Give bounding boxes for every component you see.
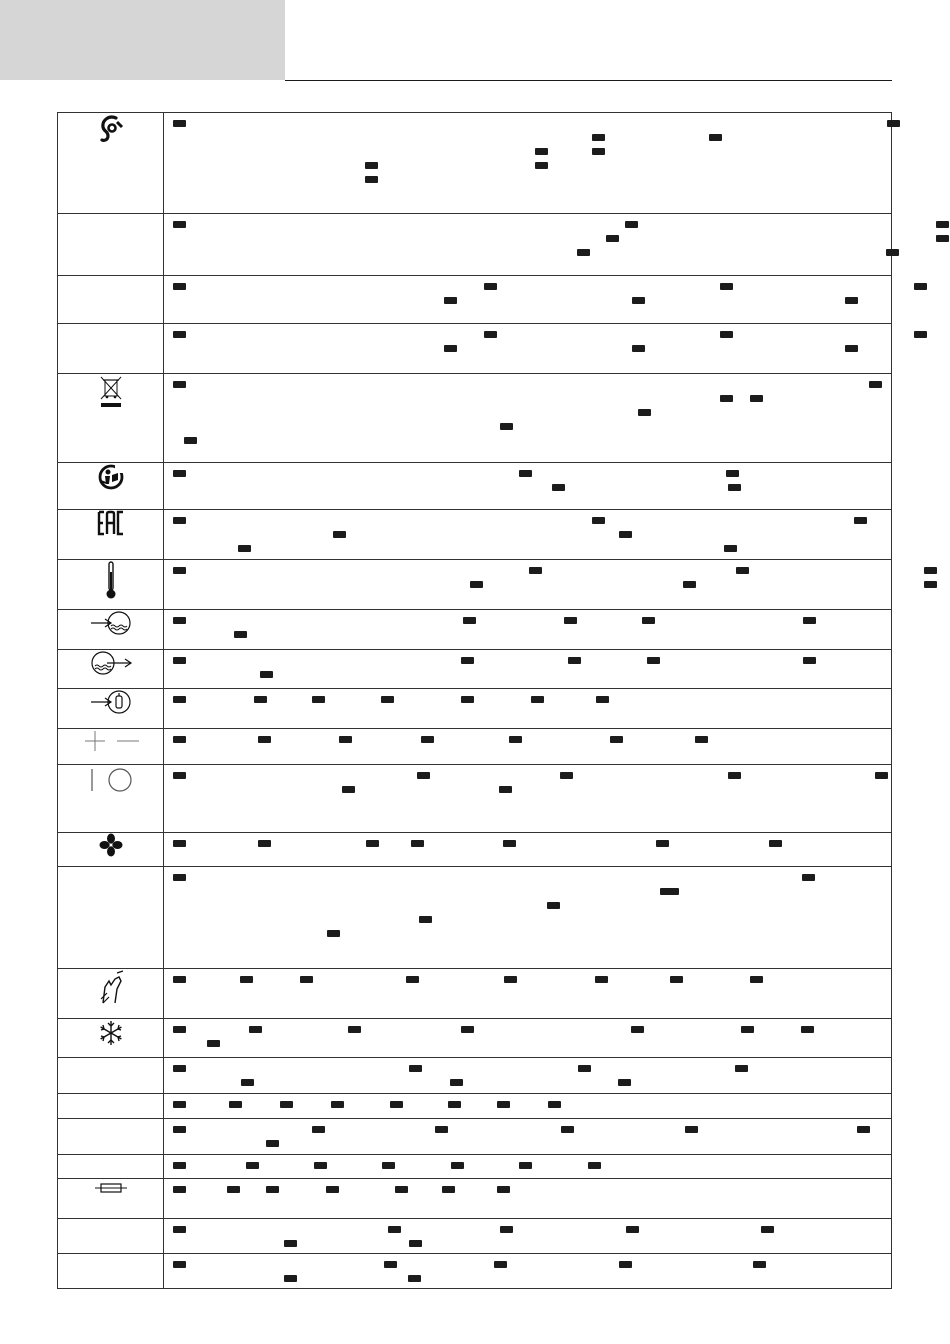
thermometer-icon [104, 560, 118, 600]
symbol-cell [58, 113, 164, 214]
redacted-text-marker [450, 1079, 463, 1086]
redacted-text-marker [173, 874, 186, 881]
redacted-text-marker [497, 1186, 510, 1193]
description-cell [164, 729, 892, 765]
redacted-text-marker [444, 345, 457, 352]
redacted-text-marker [561, 1126, 574, 1133]
redacted-text-marker [451, 1162, 464, 1169]
gas-inlet-icon [89, 689, 133, 715]
redacted-text-marker [803, 657, 816, 664]
redacted-text-marker [333, 531, 346, 538]
redacted-text-marker [695, 736, 708, 743]
redacted-text-marker [173, 1162, 186, 1169]
redacted-text-marker [560, 772, 573, 779]
symbol-cell [58, 729, 164, 765]
redacted-text-marker [592, 134, 605, 141]
redacted-text-marker [284, 1240, 297, 1247]
redacted-text-marker [312, 1126, 325, 1133]
redacted-text-marker [238, 545, 251, 552]
redacted-text-marker [632, 297, 645, 304]
legend-row [58, 833, 892, 867]
redacted-text-marker [173, 696, 186, 703]
redacted-text-marker [339, 736, 352, 743]
symbol-legend-table [57, 112, 892, 1289]
description-cell [164, 1058, 892, 1094]
redacted-text-marker [494, 1261, 507, 1268]
legend-row [58, 463, 892, 510]
power-on-off-icon [86, 765, 136, 795]
redacted-text-marker [626, 1226, 639, 1233]
legend-row [58, 610, 892, 650]
redacted-text-marker [173, 381, 186, 388]
redacted-text-marker [365, 162, 378, 169]
redacted-text-marker [552, 484, 565, 491]
redacted-text-marker [173, 120, 186, 127]
water-outlet-icon [89, 650, 133, 676]
description-cell [164, 610, 892, 650]
symbol-cell [58, 324, 164, 374]
symbol-cell [58, 610, 164, 650]
header-rule [285, 80, 892, 81]
symbol-cell [58, 510, 164, 560]
redacted-text-marker [173, 1226, 186, 1233]
redacted-text-marker [610, 736, 623, 743]
redacted-text-marker [503, 840, 516, 847]
redacted-text-marker [390, 1101, 403, 1108]
redacted-text-marker [631, 1026, 644, 1033]
redacted-text-marker [845, 297, 858, 304]
redacted-text-marker [736, 567, 749, 574]
redacted-text-marker [409, 1065, 422, 1072]
redacted-text-marker [246, 1162, 259, 1169]
redacted-text-marker [619, 1261, 632, 1268]
redacted-text-marker [750, 976, 763, 983]
chapter-tab-band [0, 0, 285, 80]
description-cell [164, 1219, 892, 1254]
redacted-text-marker [914, 331, 927, 338]
cleaning-hand-icon [97, 969, 125, 1005]
redacted-text-marker [173, 1065, 186, 1072]
weee-crossed-bin-icon [99, 374, 123, 408]
redacted-text-marker [327, 930, 340, 937]
redacted-text-marker [470, 581, 483, 588]
description-cell [164, 113, 892, 214]
redacted-text-marker [529, 567, 542, 574]
redacted-text-marker [312, 696, 325, 703]
redacted-text-marker [300, 976, 313, 983]
symbol-cell [58, 463, 164, 510]
redacted-text-marker [726, 470, 739, 477]
redacted-text-marker [258, 736, 271, 743]
redacted-text-marker [173, 1101, 186, 1108]
description-cell [164, 1119, 892, 1155]
redacted-text-marker [173, 772, 186, 779]
redacted-text-marker [461, 696, 474, 703]
redacted-text-marker [280, 1101, 293, 1108]
redacted-text-marker [348, 1026, 361, 1033]
redacted-text-marker [388, 1226, 401, 1233]
redacted-text-marker [173, 331, 186, 338]
redacted-text-marker [761, 1226, 774, 1233]
symbol-cell [58, 689, 164, 729]
redacted-text-marker [886, 249, 899, 256]
symbol-cell [58, 969, 164, 1019]
redacted-text-marker [588, 1162, 601, 1169]
redacted-text-marker [924, 581, 937, 588]
redacted-text-marker [936, 221, 949, 228]
legend-row [58, 969, 892, 1019]
symbol-cell [58, 650, 164, 689]
redacted-text-marker [741, 1026, 754, 1033]
description-cell [164, 276, 892, 324]
redacted-text-marker [408, 1275, 421, 1282]
redacted-text-marker [173, 736, 186, 743]
legend-row [58, 729, 892, 765]
redacted-text-marker [227, 1186, 240, 1193]
redacted-text-marker [260, 671, 273, 678]
description-cell [164, 214, 892, 276]
redacted-text-marker [535, 162, 548, 169]
redacted-text-marker [642, 617, 655, 624]
description-cell [164, 1019, 892, 1058]
description-cell [164, 560, 892, 610]
redacted-text-marker [240, 976, 253, 983]
redacted-text-marker [461, 1026, 474, 1033]
description-cell [164, 867, 892, 969]
redacted-text-marker [173, 976, 186, 983]
redacted-text-marker [484, 331, 497, 338]
redacted-text-marker [656, 840, 669, 847]
redacted-text-marker [568, 657, 581, 664]
redacted-text-marker [914, 283, 927, 290]
redacted-text-marker [592, 148, 605, 155]
redacted-text-marker [875, 772, 888, 779]
description-cell [164, 1155, 892, 1179]
redacted-text-marker [720, 331, 733, 338]
redacted-text-marker [384, 1261, 397, 1268]
redacted-text-marker [419, 916, 432, 923]
description-cell [164, 1094, 892, 1119]
redacted-text-marker [173, 567, 186, 574]
redacted-text-marker [735, 1065, 748, 1072]
redacted-text-marker [266, 1140, 279, 1147]
redacted-text-marker [173, 221, 186, 228]
redacted-text-marker [173, 657, 186, 664]
redacted-text-marker [484, 283, 497, 290]
symbol-cell [58, 276, 164, 324]
redacted-text-marker [606, 235, 619, 242]
ear-protection-icon [97, 113, 125, 143]
redacted-text-marker [173, 840, 186, 847]
legend-row [58, 867, 892, 969]
redacted-text-marker [936, 235, 949, 242]
redacted-text-marker [173, 470, 186, 477]
redacted-text-marker [666, 888, 679, 895]
redacted-text-marker [382, 1162, 395, 1169]
description-cell [164, 374, 892, 463]
legend-row [58, 510, 892, 560]
redacted-text-marker [709, 134, 722, 141]
description-cell [164, 689, 892, 729]
symbol-cell [58, 374, 164, 463]
redacted-text-marker [173, 517, 186, 524]
redacted-text-marker [724, 545, 737, 552]
redacted-text-marker [448, 1101, 461, 1108]
redacted-text-marker [234, 631, 247, 638]
redacted-text-marker [728, 484, 741, 491]
redacted-text-marker [578, 1065, 591, 1072]
redacted-text-marker [254, 696, 267, 703]
legend-row [58, 1254, 892, 1289]
redacted-text-marker [618, 1079, 631, 1086]
redacted-text-marker [632, 345, 645, 352]
redacted-text-marker [184, 437, 197, 444]
redacted-text-marker [381, 696, 394, 703]
redacted-text-marker [444, 297, 457, 304]
symbol-cell [58, 560, 164, 610]
legend-row [58, 560, 892, 610]
legend-row [58, 214, 892, 276]
redacted-text-marker [924, 567, 937, 574]
redacted-text-marker [753, 1261, 766, 1268]
redacted-text-marker [395, 1186, 408, 1193]
redacted-text-marker [173, 1126, 186, 1133]
redacted-text-marker [596, 696, 609, 703]
redacted-text-marker [854, 517, 867, 524]
redacted-text-marker [331, 1101, 344, 1108]
redacted-text-marker [366, 840, 379, 847]
redacted-text-marker [284, 1275, 297, 1282]
redacted-text-marker [173, 1026, 186, 1033]
description-cell [164, 510, 892, 560]
redacted-text-marker [638, 409, 651, 416]
legend-row [58, 765, 892, 833]
eac-mark-icon [97, 510, 125, 536]
redacted-text-marker [173, 617, 186, 624]
redacted-text-marker [683, 581, 696, 588]
redacted-text-marker [406, 976, 419, 983]
redacted-text-marker [625, 221, 638, 228]
legend-row [58, 374, 892, 463]
redacted-text-marker [258, 840, 271, 847]
redacted-text-marker [564, 617, 577, 624]
snowflake-icon [97, 1019, 125, 1047]
redacted-text-marker [499, 786, 512, 793]
redacted-text-marker [720, 395, 733, 402]
redacted-text-marker [463, 617, 476, 624]
redacted-text-marker [500, 1226, 513, 1233]
fuse-icon [94, 1181, 128, 1195]
redacted-text-marker [869, 381, 882, 388]
legend-row [58, 1058, 892, 1094]
redacted-text-marker [229, 1101, 242, 1108]
redacted-text-marker [720, 283, 733, 290]
redacted-text-marker [497, 1101, 510, 1108]
redacted-text-marker [241, 1079, 254, 1086]
description-cell [164, 1254, 892, 1289]
symbol-cell [58, 1179, 164, 1219]
water-inlet-icon [89, 610, 133, 636]
redacted-text-marker [417, 772, 430, 779]
legend-row [58, 1155, 892, 1179]
description-cell [164, 650, 892, 689]
read-manual-icon [97, 463, 125, 491]
redacted-text-marker [592, 517, 605, 524]
redacted-text-marker [750, 395, 763, 402]
description-cell [164, 1179, 892, 1219]
symbol-cell [58, 1219, 164, 1254]
redacted-text-marker [409, 1240, 422, 1247]
redacted-text-marker [548, 1101, 561, 1108]
redacted-text-marker [173, 1186, 186, 1193]
description-cell [164, 765, 892, 833]
symbol-cell [58, 1119, 164, 1155]
redacted-text-marker [887, 120, 900, 127]
redacted-text-marker [326, 1186, 339, 1193]
redacted-text-marker [519, 470, 532, 477]
symbol-cell [58, 1094, 164, 1119]
redacted-text-marker [249, 1026, 262, 1033]
fan-icon [99, 833, 123, 857]
description-cell [164, 969, 892, 1019]
redacted-text-marker [266, 1186, 279, 1193]
redacted-text-marker [547, 902, 560, 909]
legend-row [58, 276, 892, 324]
redacted-text-marker [857, 1126, 870, 1133]
redacted-text-marker [803, 617, 816, 624]
symbol-cell [58, 833, 164, 867]
redacted-text-marker [509, 736, 522, 743]
redacted-text-marker [504, 976, 517, 983]
redacted-text-marker [802, 874, 815, 881]
redacted-text-marker [769, 840, 782, 847]
redacted-text-marker [173, 283, 186, 290]
legend-row [58, 689, 892, 729]
redacted-text-marker [461, 657, 474, 664]
redacted-text-marker [595, 976, 608, 983]
redacted-text-marker [519, 1162, 532, 1169]
legend-row [58, 1019, 892, 1058]
redacted-text-marker [531, 696, 544, 703]
redacted-text-marker [647, 657, 660, 664]
redacted-text-marker [411, 840, 424, 847]
redacted-text-marker [577, 249, 590, 256]
legend-row [58, 1094, 892, 1119]
symbol-cell [58, 867, 164, 969]
description-cell [164, 324, 892, 374]
redacted-text-marker [801, 1026, 814, 1033]
legend-row [58, 1219, 892, 1254]
description-cell [164, 833, 892, 867]
symbol-cell [58, 765, 164, 833]
description-cell [164, 463, 892, 510]
redacted-text-marker [207, 1040, 220, 1047]
symbol-cell [58, 1058, 164, 1094]
redacted-text-marker [314, 1162, 327, 1169]
legend-row [58, 650, 892, 689]
redacted-text-marker [442, 1186, 455, 1193]
redacted-text-marker [500, 423, 513, 430]
redacted-text-marker [435, 1126, 448, 1133]
redacted-text-marker [342, 786, 355, 793]
redacted-text-marker [845, 345, 858, 352]
redacted-text-marker [173, 1261, 186, 1268]
symbol-cell [58, 1254, 164, 1289]
redacted-text-marker [619, 531, 632, 538]
legend-row [58, 1119, 892, 1155]
legend-row [58, 1179, 892, 1219]
symbol-cell [58, 1155, 164, 1179]
plus-minus-icon [81, 729, 141, 753]
redacted-text-marker [421, 736, 434, 743]
legend-row [58, 113, 892, 214]
redacted-text-marker [728, 772, 741, 779]
legend-row [58, 324, 892, 374]
symbol-cell [58, 1019, 164, 1058]
redacted-text-marker [365, 176, 378, 183]
redacted-text-marker [685, 1126, 698, 1133]
redacted-text-marker [535, 148, 548, 155]
redacted-text-marker [670, 976, 683, 983]
symbol-cell [58, 214, 164, 276]
